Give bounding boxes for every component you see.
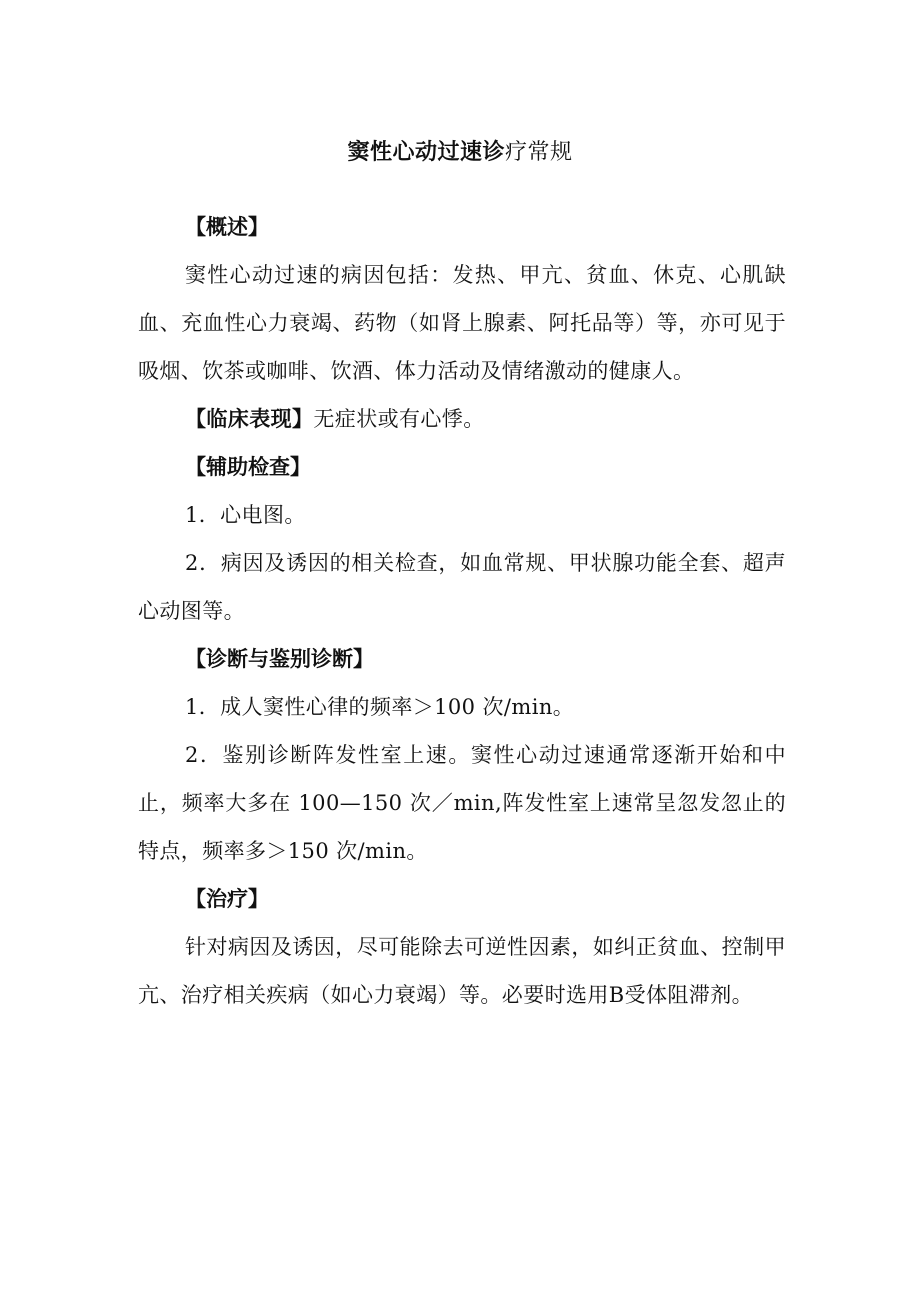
title-bold-part: 窦性心动过速诊	[347, 140, 505, 165]
exams-item-2: 2．病因及诱因的相关检查，如血常规、甲状腺功能全套、超声心动图等。	[138, 551, 786, 623]
treatment-paragraph: 针对病因及诱因，尽可能除去可逆性因素，如纠正贫血、控制甲亢、治疗相关疾病（如心力衰竭）等。必要时选用Β受体阻滞剂。	[138, 935, 786, 1007]
clinical-paragraph	[138, 395, 786, 443]
treatment-heading: 【治疗】	[185, 887, 269, 911]
diagnosis-item-2: 2．鉴别诊断阵发性室上速。窦性心动过速通常逐渐开始和中止，频率大多在 100—150 次／min,阵发性室上速常呈忽发忽止的特点，频率多＞150 次/min。	[138, 743, 786, 863]
document-body	[138, 203, 786, 1019]
document-title	[0, 138, 920, 168]
clinical-heading: 【临床表现】	[185, 407, 314, 431]
diagnosis-heading: 【诊断与鉴别诊断】	[185, 647, 374, 671]
diagnosis-item-1: 1．成人窦性心律的频率＞100 次/min。	[185, 695, 575, 719]
exams-item-1: 1．心电图。	[185, 503, 306, 527]
clinical-text: 无症状或有心悸。	[313, 407, 485, 431]
overview-heading: 【概述】	[185, 215, 269, 239]
overview-paragraph: 窦性心动过速的病因包括：发热、甲亢、贫血、休克、心肌缺血、充血性心力衰竭、药物（如肾上腺素、阿托品等）等，亦可见于吸烟、饮茶或咖啡、饮酒、体力活动及情绪激动的健康人。	[138, 263, 786, 383]
exams-heading: 【辅助检查】	[185, 455, 311, 479]
title-normal-part: 疗常规	[505, 140, 573, 165]
